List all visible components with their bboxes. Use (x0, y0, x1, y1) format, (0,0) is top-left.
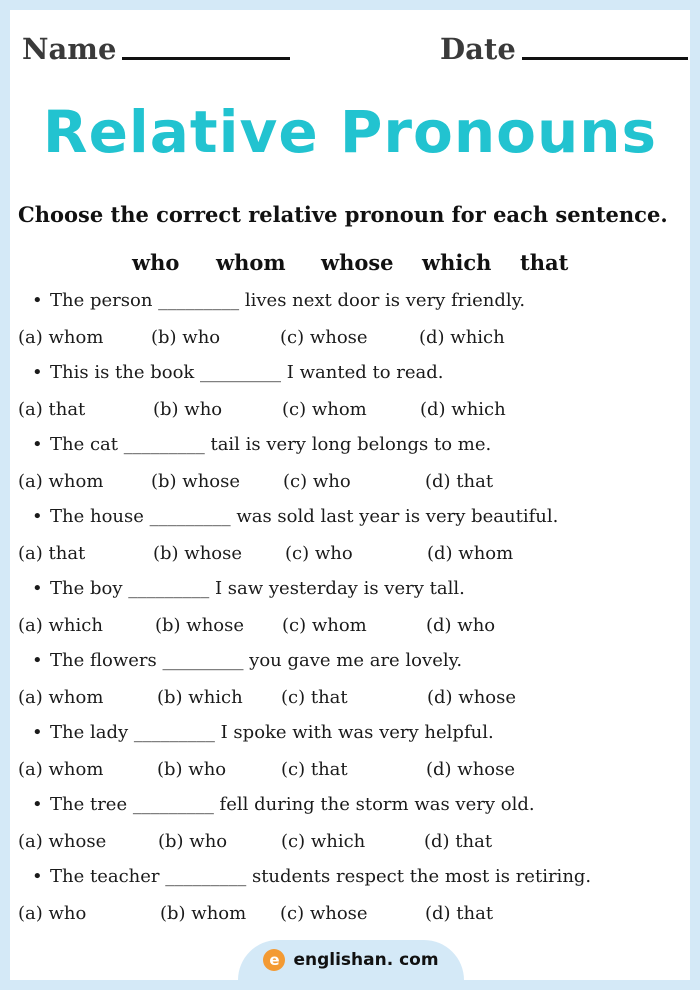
question-item (10, 290, 690, 362)
word-bank-item: which (422, 250, 492, 275)
option-d: (d) whose (427, 687, 517, 708)
question-item (10, 362, 690, 434)
answer-options (10, 327, 690, 351)
page-title: Relative Pronouns (42, 98, 658, 166)
answer-options (10, 399, 690, 423)
question-sentence: The person _________ lives next door is very friendly. (50, 290, 526, 311)
option-a: (a) whom (18, 687, 104, 708)
date-label: Date (440, 32, 516, 66)
name-date-row (22, 32, 678, 66)
bullet-icon: • (32, 506, 43, 527)
footer-brand (238, 940, 464, 980)
question-sentence: The boy _________ I saw yesterday is very tall. (50, 578, 465, 599)
option-d: (d) that (424, 831, 493, 852)
option-d: (d) whose (426, 759, 516, 780)
question-item (10, 506, 690, 578)
bullet-icon: • (32, 794, 43, 815)
option-b: (b) who (153, 399, 223, 420)
option-b: (b) whose (155, 615, 245, 636)
date-blank-line (522, 57, 688, 60)
option-d: (d) whom (427, 543, 514, 564)
option-b: (b) who (151, 327, 221, 348)
instruction-text: Choose the correct relative pronoun for each sentence. (18, 202, 668, 227)
question-sentence: The house _________ was sold last year is very beautiful. (50, 506, 559, 527)
option-a: (a) who (18, 903, 87, 924)
option-c: (c) who (283, 471, 351, 492)
option-c: (c) that (281, 759, 348, 780)
option-d: (d) who (426, 615, 496, 636)
option-c: (c) whose (280, 327, 368, 348)
answer-options (10, 903, 690, 927)
option-b: (b) who (157, 759, 227, 780)
option-c: (c) which (281, 831, 366, 852)
answer-options (10, 543, 690, 567)
option-b: (b) which (157, 687, 243, 708)
option-d: (d) that (425, 471, 494, 492)
option-a: (a) that (18, 399, 86, 420)
option-a: (a) whom (18, 327, 104, 348)
option-c: (c) whom (282, 399, 367, 420)
name-blank-line (122, 57, 290, 60)
answer-options (10, 615, 690, 639)
question-sentence: The tree _________ fell during the storm was very old. (50, 794, 535, 815)
question-sentence: This is the book _________ I wanted to read. (50, 362, 444, 383)
answer-options (10, 687, 690, 711)
word-bank-item: who (132, 250, 180, 275)
answer-options (10, 471, 690, 495)
option-a: (a) whom (18, 759, 104, 780)
option-c: (c) that (281, 687, 348, 708)
question-item (10, 650, 690, 722)
question-item (10, 578, 690, 650)
option-a: (a) whose (18, 831, 107, 852)
question-list (10, 290, 690, 938)
bullet-icon: • (32, 866, 43, 887)
bullet-icon: • (32, 362, 43, 383)
question-sentence: The cat _________ tail is very long belongs to me. (50, 434, 492, 455)
bullet-icon: • (32, 650, 43, 671)
option-d: (d) which (420, 399, 506, 420)
footer-site-name: englishan. com (293, 950, 439, 970)
answer-options (10, 759, 690, 783)
option-b: (b) whose (151, 471, 241, 492)
question-item (10, 866, 690, 938)
option-b: (b) who (158, 831, 228, 852)
question-item (10, 794, 690, 866)
option-c: (c) whom (282, 615, 367, 636)
date-field (440, 32, 688, 66)
name-field (22, 32, 290, 66)
word-bank-item: whose (321, 250, 394, 275)
option-a: (a) that (18, 543, 86, 564)
bullet-icon: • (32, 722, 43, 743)
option-a: (a) whom (18, 471, 104, 492)
question-sentence: The teacher _________ students respect the most is retiring. (50, 866, 592, 887)
name-label: Name (22, 32, 117, 66)
option-b: (b) whom (160, 903, 247, 924)
bullet-icon: • (32, 434, 43, 455)
englishan-logo-icon: e (263, 949, 285, 971)
option-a: (a) which (18, 615, 103, 636)
answer-options (10, 831, 690, 855)
question-item (10, 722, 690, 794)
option-d: (d) which (419, 327, 505, 348)
word-bank-item: that (520, 250, 569, 275)
option-b: (b) whose (153, 543, 243, 564)
option-c: (c) whose (280, 903, 368, 924)
bullet-icon: • (32, 578, 43, 599)
question-sentence: The flowers _________ you gave me are lovely. (50, 650, 463, 671)
word-bank (10, 250, 690, 280)
worksheet-page (10, 10, 690, 980)
option-c: (c) who (285, 543, 353, 564)
question-item (10, 434, 690, 506)
question-sentence: The lady _________ I spoke with was very helpful. (50, 722, 494, 743)
option-d: (d) that (425, 903, 494, 924)
word-bank-item: whom (216, 250, 286, 275)
bullet-icon: • (32, 290, 43, 311)
